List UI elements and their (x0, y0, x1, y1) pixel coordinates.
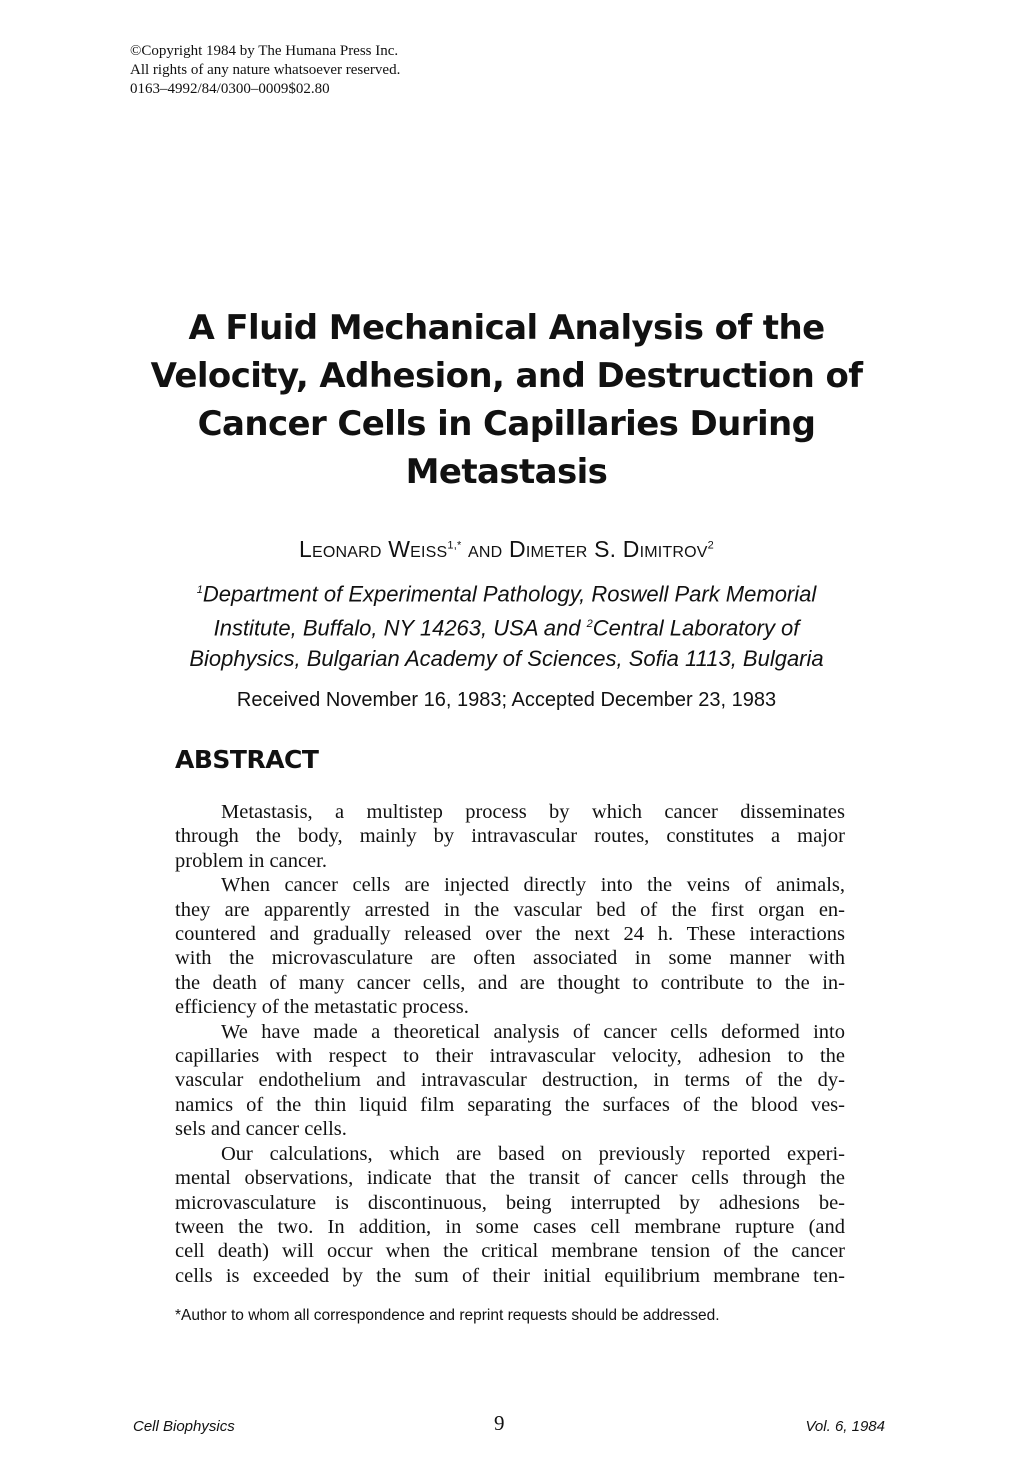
abstract-line: We have made a theoretical analysis of cancer cells deformed into (221, 1020, 845, 1043)
abstract-heading: ABSTRACT (175, 745, 319, 774)
title-line: A Fluid Mechanical Analysis of the (188, 308, 825, 348)
abstract-line: mental observations, indicate that the transit of cancer cells through the (175, 1167, 845, 1190)
abstract-line: the death of many cancer cells, and are thought to contribute to the in- (175, 971, 845, 994)
copyright-notice (130, 42, 400, 99)
abstract-line: sels and cancer cells. (175, 1118, 347, 1141)
abstract-line: tween the two. In addition, in some cases cell membrane rupture (and (175, 1215, 845, 1238)
affiliations (80, 575, 933, 674)
received-dates: Received November 16, 1983; Accepted December 23, 1983 (236, 689, 777, 711)
abstract-line: cell death) will occur when the critical membrane tension of the cancer (175, 1240, 845, 1263)
affiliation-mark: 1 (196, 584, 203, 596)
abstract-body (175, 800, 845, 1288)
title-line: Cancer Cells in Capillaries During (197, 404, 816, 444)
affiliation-text: Central Laboratory of (592, 615, 800, 641)
article-code-line: 0163–4992/84/0300–0009$02.80 (130, 81, 330, 97)
author-name: Dimeter S. Dimitrov (509, 536, 708, 562)
affiliation-line (80, 575, 933, 609)
affiliation-text: Institute, Buffalo, NY 14263, USA and (213, 615, 587, 641)
author-list (100, 536, 913, 563)
abstract-line: namics of the thin liquid film separating the surfaces of the blood ves- (175, 1093, 845, 1116)
copyright-line: ©Copyright 1984 by The Humana Press Inc. (130, 43, 399, 59)
author-marks: 1,* (447, 539, 462, 552)
author-name: Leonard Weiss (298, 536, 448, 562)
abstract-line: with the microvasculature are often associated in some manner with (175, 947, 845, 970)
journal-name: Cell Biophysics (133, 1418, 235, 1435)
author-marks: 2 (707, 539, 714, 552)
author-conjunction: and (468, 536, 503, 562)
abstract-line: they are apparently arrested in the vascular bed of the first organ en- (175, 898, 845, 921)
page-number: 9 (494, 1411, 505, 1435)
article-title (100, 304, 913, 496)
rights-line: All rights of any nature whatsoever reserved. (130, 62, 401, 78)
affiliation-text: Department of Experimental Pathology, Roswell Park Memorial (202, 581, 817, 607)
title-line: Velocity, Adhesion, and Destruction of (150, 356, 863, 396)
abstract-line: problem in cancer. (175, 849, 327, 872)
abstract-line: microvasculature is discontinuous, being interrupted by adhesions be- (175, 1191, 845, 1214)
title-line: Metastasis (405, 452, 608, 492)
abstract-line: vascular endothelium and intravascular destruction, in terms of the dy- (175, 1069, 845, 1092)
affiliation-mark: 2 (586, 618, 593, 631)
abstract-line: When cancer cells are injected directly into the veins of animals, (221, 874, 845, 897)
abstract-line: efficiency of the metastatic process. (175, 996, 469, 1019)
affiliation-line: Biophysics, Bulgarian Academy of Sciences, Sofia 1113, Bulgaria (189, 645, 824, 671)
abstract-line: cells is exceeded by the sum of their initial equilibrium membrane ten- (175, 1264, 845, 1287)
abstract-line: countered and gradually released over the next 24 h. These interactions (175, 923, 845, 946)
correspondence-footnote: *Author to whom all correspondence and reprint requests should be addressed. (175, 1307, 720, 1324)
abstract-line: Metastasis, a multistep process by which cancer disseminates (221, 801, 845, 823)
abstract-line: Our calculations, which are based on previously reported experi- (221, 1142, 845, 1165)
affiliation-line (80, 609, 933, 643)
abstract-line: through the body, mainly by intravascular routes, constitutes a major (175, 825, 845, 848)
abstract-line: capillaries with respect to their intravascular velocity, adhesion to the (175, 1045, 845, 1068)
volume-info: Vol. 6, 1984 (805, 1418, 885, 1435)
